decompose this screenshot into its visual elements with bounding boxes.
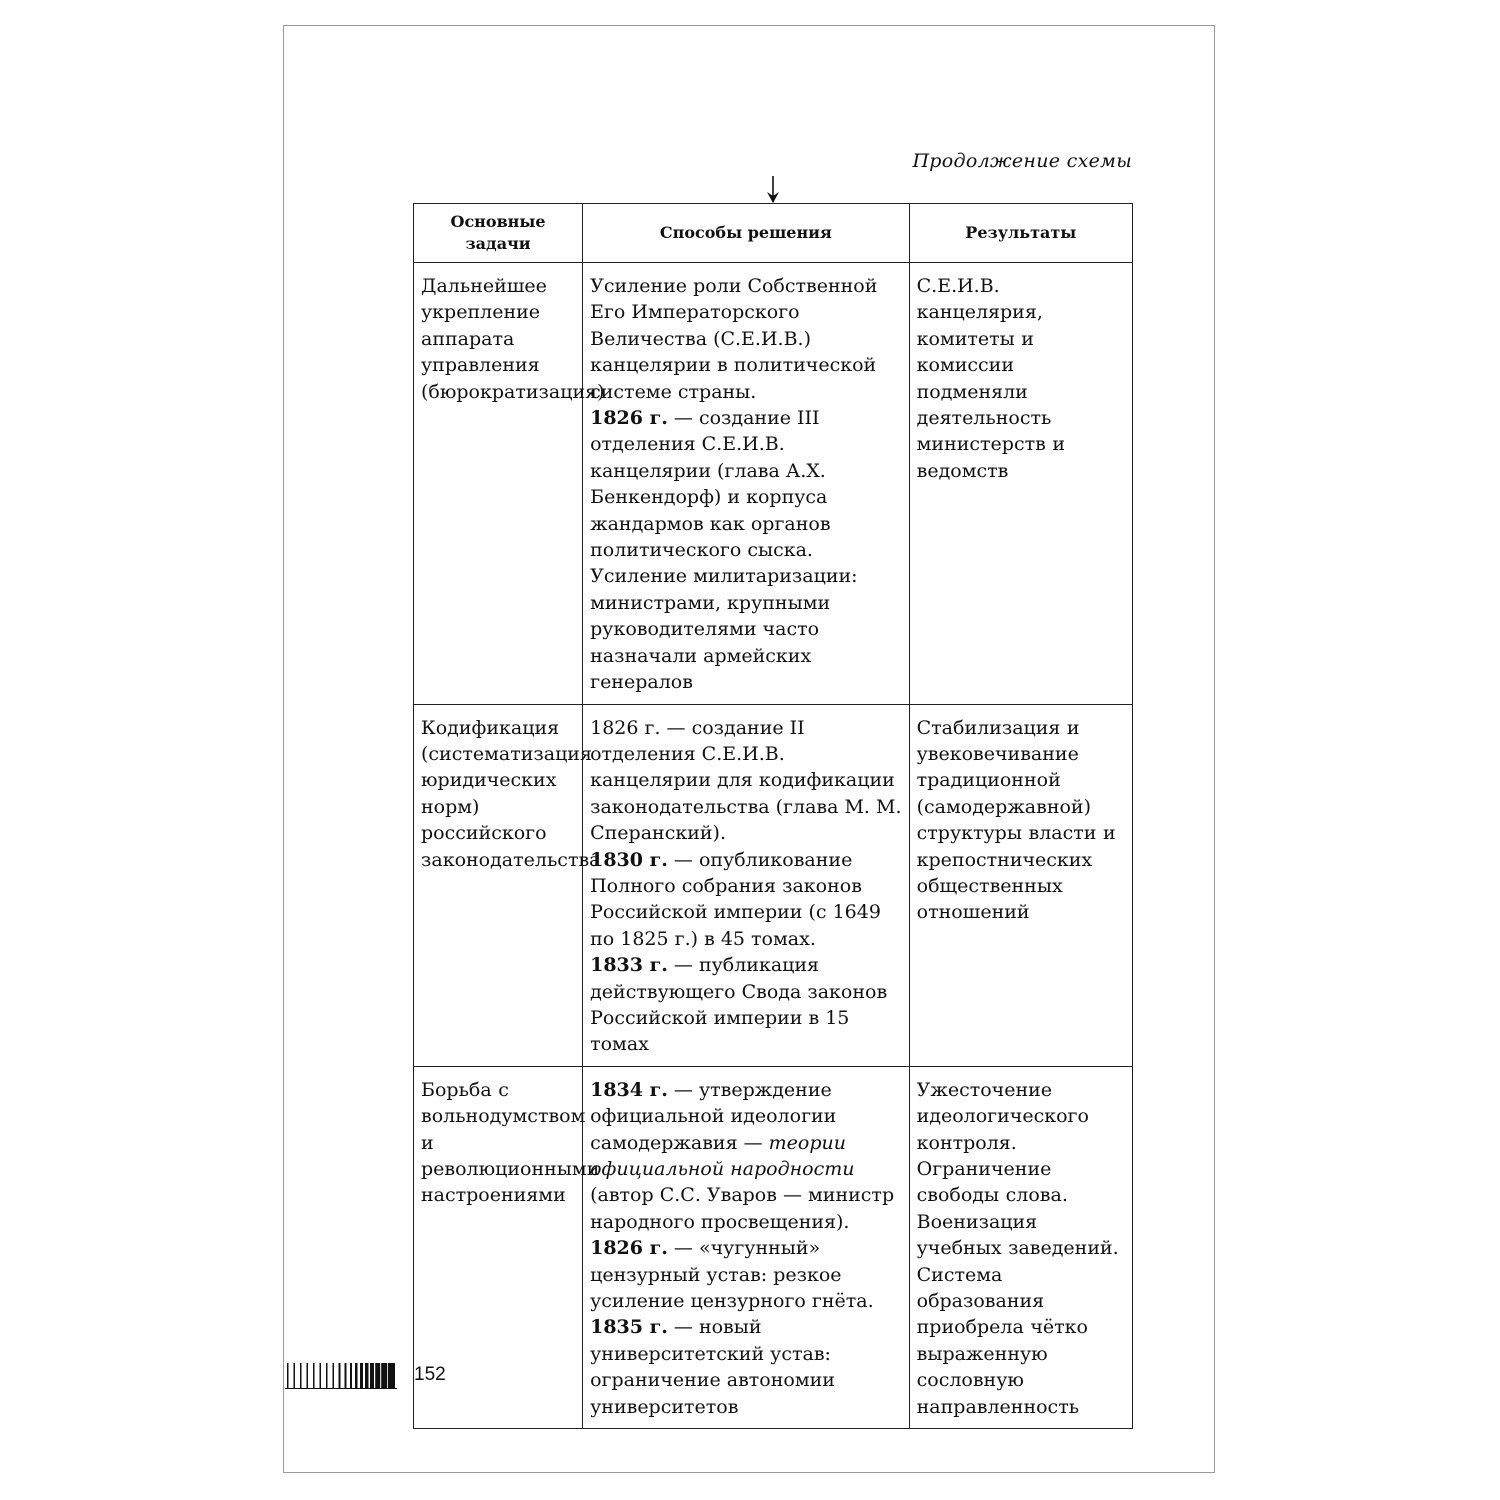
method-year: 1830 г. [590, 848, 668, 871]
methods-cell [583, 1066, 910, 1428]
continuation-label: Продолжение схемы [912, 150, 1132, 172]
page-marker-stripe [381, 1363, 387, 1389]
page-marker-stripe [355, 1363, 358, 1389]
page-marker-stripe [300, 1363, 302, 1389]
method-paragraph [590, 563, 902, 695]
task-text: Борьба с вольнодумством и революционными настроениями [421, 1078, 600, 1207]
results-text: С.Е.И.В. канцелярия, комитеты и комиссии подменяли деятельность министерств и ведомств [916, 275, 1066, 482]
scheme-table [413, 203, 1133, 1429]
method-text: 1826 г. — создание II отделения С.Е.И.В. канцелярии для кодификации законодательства (глава М. М. Сперанский). [590, 716, 902, 845]
method-text: — опубликование Полного собрания законов Российской империи (с 1649 по 1825 г.) в 45 томах. [590, 848, 881, 950]
page-marker-stripe [375, 1363, 380, 1389]
page-marker-stripe [388, 1363, 395, 1389]
methods-cell [583, 263, 910, 705]
methods-cell [583, 704, 910, 1066]
table-header-row [414, 204, 1133, 263]
method-paragraph [590, 273, 902, 405]
method-paragraph [590, 1077, 902, 1235]
method-text: — новый университетский устав: ограничение автономии университетов [590, 1316, 835, 1418]
page-marker-stripe [333, 1363, 335, 1389]
method-text: Усиление милитаризации: министрами, крупными руководителями часто назначали армейских генералов [590, 565, 858, 694]
page-marker-stripe [294, 1363, 296, 1389]
task-cell [414, 263, 605, 705]
method-text: — публикация действующего Свода законов Российской империи в 15 томах [590, 954, 888, 1056]
method-year: 1833 г. [590, 954, 668, 977]
task-text: Дальнейшее укрепление аппарата управления (бюрократизация) [421, 275, 605, 403]
page-marker-stripe [365, 1363, 369, 1389]
header-methods: Способы решения [583, 204, 910, 263]
header-tasks: Основные задачи [414, 204, 583, 263]
method-paragraph [590, 1235, 902, 1314]
page-marker-stripe [326, 1363, 328, 1389]
task-cell [414, 704, 601, 1066]
method-italic-term: теории официальной народности [590, 1131, 855, 1180]
method-year: 1826 г. [590, 1237, 668, 1260]
method-paragraph [590, 1314, 902, 1420]
table-row [414, 263, 1133, 705]
task-text: Кодификация (систематизация юридических норм) российского законодательства [421, 716, 601, 871]
page-marker-stripe [370, 1363, 374, 1389]
method-year: 1826 г. [590, 407, 668, 430]
page-marker-stripe [287, 1363, 289, 1389]
results-cell [909, 263, 1132, 705]
method-year: 1835 г. [590, 1316, 668, 1339]
page-marker-stripe [307, 1363, 309, 1389]
page-number: 152 [414, 1364, 446, 1385]
results-cell [909, 1066, 1132, 1428]
method-paragraph [590, 952, 902, 1058]
method-text: — создание III отделения С.Е.И.В. канцелярии (глава А.Х. Бенкендорф) и корпуса жандармов как органов политического сыска. [590, 407, 831, 562]
method-text: Усиление роли Собственной Его Императорского Величества (С.Е.И.В.) канцелярии в политической системе страны. [590, 275, 878, 403]
table-row [414, 704, 1133, 1066]
page-marker-stripe [320, 1363, 322, 1389]
page-marker-stripe [350, 1363, 352, 1389]
method-year: 1834 г. [590, 1078, 668, 1101]
down-arrow-icon [763, 176, 783, 204]
method-paragraph [590, 847, 902, 953]
table-row [414, 1066, 1133, 1428]
page-marker-bar [285, 1363, 397, 1389]
method-paragraph [590, 405, 902, 563]
page-marker-stripe [313, 1363, 315, 1389]
method-paragraph [590, 715, 902, 847]
page-marker-stripe [339, 1363, 341, 1389]
results-cell [909, 704, 1132, 1066]
results-text: Ужесточение идеологического контроля. Ограничение свободы слова. Военизация учебных заведений. Система образования приобрела чётко выраженную сословную направленность [916, 1078, 1119, 1418]
page-marker-stripe [345, 1363, 347, 1389]
method-text: — «чугунный» цензурный устав: резкое усиление цензурного гнёта. [590, 1237, 874, 1313]
page-marker-stripe [360, 1363, 363, 1389]
header-results: Результаты [909, 204, 1132, 263]
method-text-after: (автор С.С. Уваров — министр народного просвещения). [590, 1184, 895, 1233]
results-text: Стабилизация и увековечивание традиционной (самодержавной) структуры власти и крепостнических общественных отношений [916, 716, 1116, 924]
method-text: — утверждение официальной идеологии самодержавия — [590, 1078, 837, 1154]
